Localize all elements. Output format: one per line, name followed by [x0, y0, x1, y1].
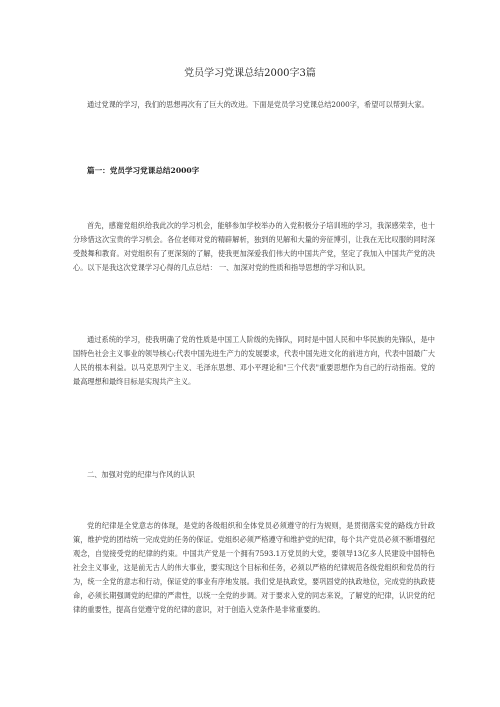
body-paragraph-3: 党的纪律是全党意志的体现，是党的各级组织和全体党员必须遵守的行为规则，是贯彻落实党的路线方针政策，维护党的团结统一完成党的任务的保证。党组织必须严格遵守和维护党的纪律，每个共产党员必须不断增强纪观念，自觉接受党的纪律的约束。中国共产党是一个拥有7593.1万党员的大党，要领导13亿多人民建设中国特色社会主义事业，这是前无古人的伟大事业，要实现这个目标和任务，必须以严格的纪律规范各级党组织和党员的行为，统一全党的意志和行动，保证党的事业有序地发展。我们党是执政党，要巩固党的执政地位，完成党的执政使命，必须长期强调党的纪律的严肃性，以统一全党的步调。对于要求入党的同志来说，了解党的纪律，认识党的纪律的重要性，提高自觉遵守党的纪律的意识，对于创造入党条件是非常重要的。 — [73, 521, 435, 614]
body-paragraph-1: 首先，感谢党组织给我此次的学习机会，能够参加学校举办的入党积极分子培训班的学习，我深感荣幸，也十分珍惜这次宝贵的学习机会。各位老师对党的精辟解析，独到的见解和大量的旁征博引，让我在无比叹服的同时深受鼓舞和教育。对党组织有了更深刻的了解，使我更加深爱我们伟大的中国共产党，坚定了我加入中国共产党的决心。以下是我这次党课学习心得的几点总结： 一、加深对党的性质和指导思想的学习和认识。 — [73, 221, 435, 272]
section-heading-2: 二、加强对党的纪律与作风的认识 — [87, 470, 195, 479]
document-title: 党员学习党课总结2000字3篇 — [184, 68, 316, 79]
section-heading-1: 篇一：党员学习党课总结2000字 — [87, 166, 200, 175]
body-paragraph-2: 通过系统的学习，使我明确了党的性质是中国工人阶级的先锋队，同时是中国人民和中华民族的先锋队，是中国特色社会主义事业的领导核心;代表中国先进生产力的发展要求，代表中国先进文化的前进方向，代表中国最广大人民的根本利益。以马克思列宁主义、毛泽东思想、邓小平理论和"三个代表"重要思想作为自己的行动指南。党的最高理想和最终目标是实现共产主义。 — [73, 335, 435, 386]
intro-paragraph: 通过党课的学习，我们的思想再次有了巨大的改进。下面是党员学习党课总结2000字，希望可以帮到大家。 — [87, 100, 429, 109]
